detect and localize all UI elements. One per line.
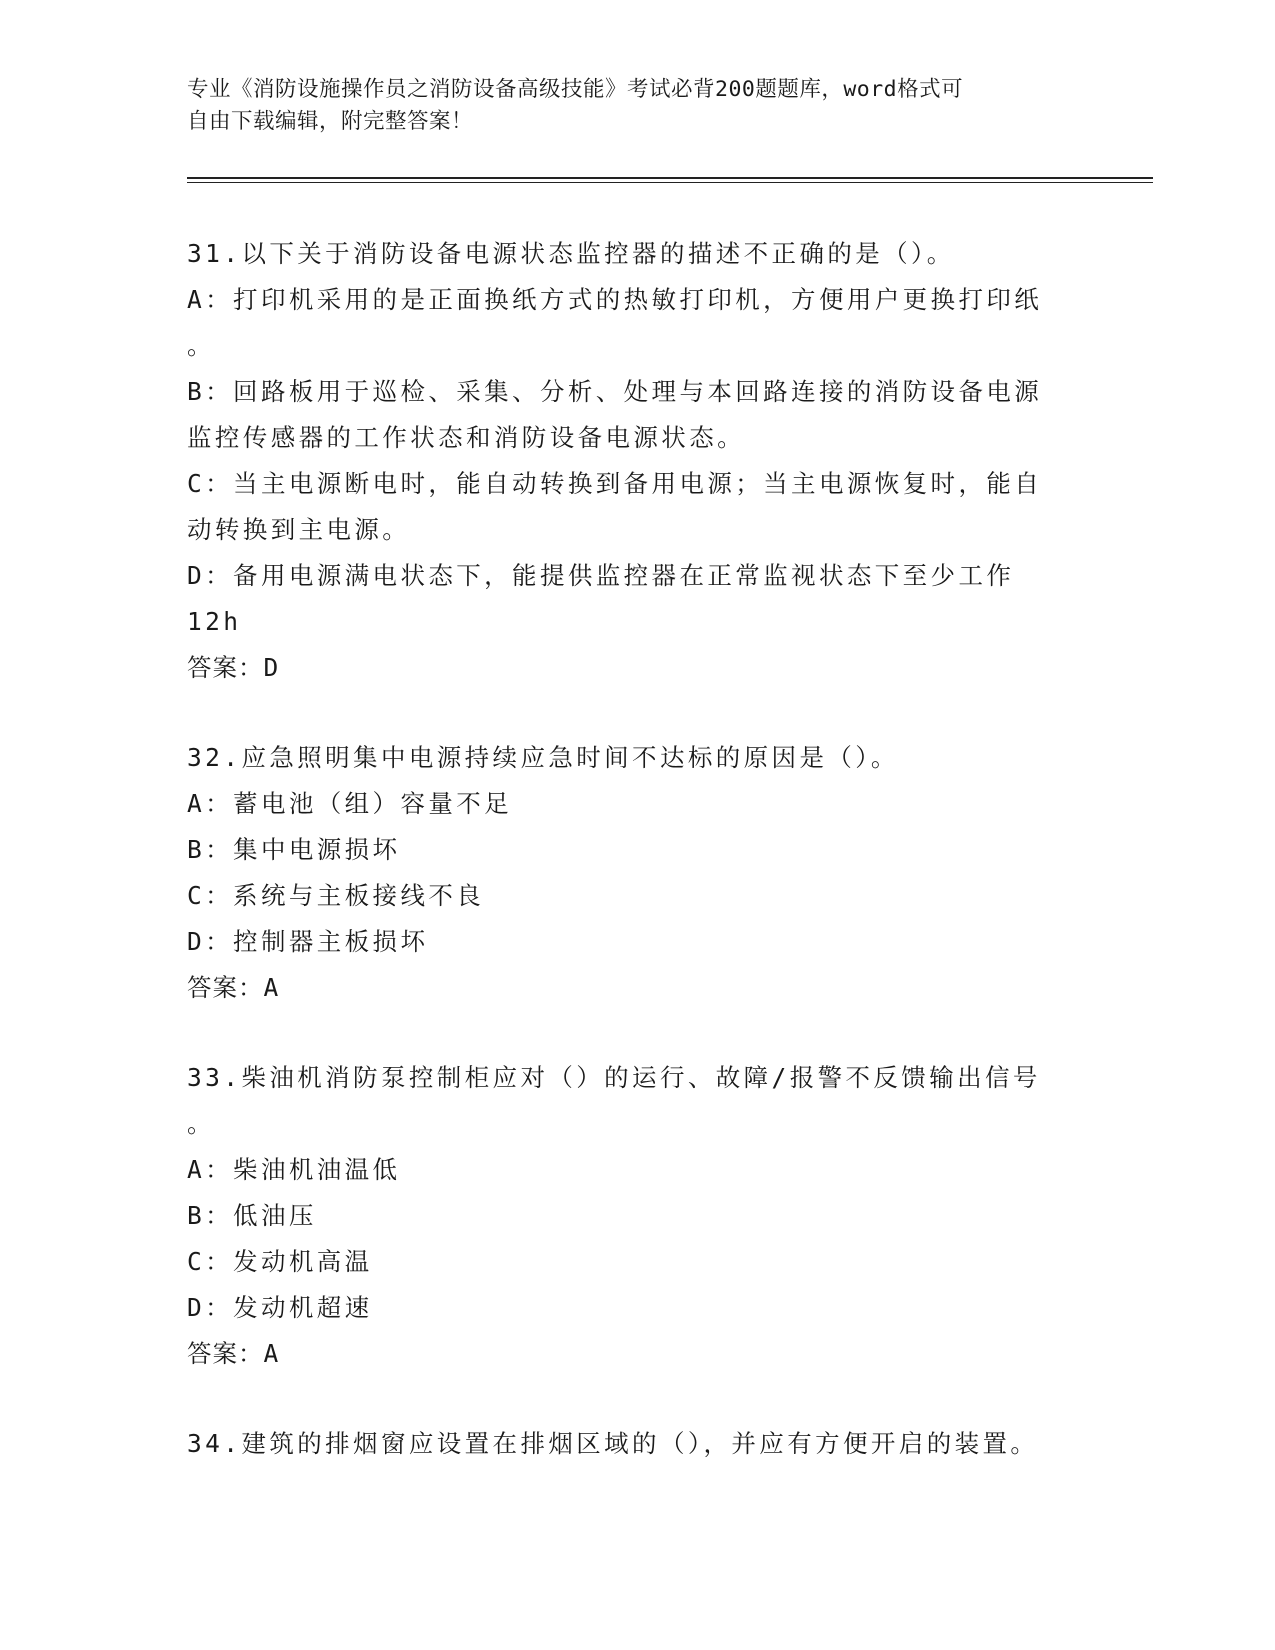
- header-line-1: 专业《消防设施操作员之消防设备高级技能》考试必背200题题库，word格式可: [187, 77, 964, 102]
- document-header: [187, 74, 1067, 138]
- option-d: D：备用电源满电状态下，能提供监控器在正常监视状态下至少工作: [187, 561, 1015, 590]
- option-a: A：蓄电池（组）容量不足: [187, 789, 513, 818]
- answer: 答案：A: [187, 973, 280, 1002]
- answer: 答案：A: [187, 1339, 280, 1368]
- option-a: A：柴油机油温低: [187, 1155, 401, 1184]
- question-stem: 32.应急照明集中电源持续应急时间不达标的原因是（）。: [187, 743, 899, 772]
- answer: 答案：D: [187, 653, 280, 682]
- option-c: C：系统与主板接线不良: [187, 881, 485, 910]
- header-line-2: 自由下载编辑，附完整答案！: [187, 109, 474, 134]
- option-c: C：发动机高温: [187, 1247, 373, 1276]
- question-34: [187, 1421, 1087, 1467]
- header-divider-thin: [187, 182, 1153, 183]
- question-31: [187, 231, 1087, 691]
- option-b-continued: 监控传感器的工作状态和消防设备电源状态。: [187, 423, 745, 452]
- option-d: D：发动机超速: [187, 1293, 373, 1322]
- question-33: [187, 1055, 1087, 1377]
- question-stem: 33.柴油机消防泵控制柜应对（）的运行、故障/报警不反馈输出信号: [187, 1063, 1041, 1092]
- option-b: B：回路板用于巡检、采集、分析、处理与本回路连接的消防设备电源: [187, 377, 1043, 406]
- option-c: C：当主电源断电时，能自动转换到备用电源；当主电源恢复时，能自: [187, 469, 1043, 498]
- spacer: [187, 1011, 1087, 1055]
- question-stem: 34.建筑的排烟窗应设置在排烟区域的（），并应有方便开启的装置。: [187, 1429, 1039, 1458]
- question-list: [187, 231, 1087, 1467]
- spacer: [187, 691, 1087, 735]
- option-a-continued: 。: [187, 331, 215, 360]
- option-d-continued: 12h: [187, 607, 242, 636]
- option-b: B：集中电源损坏: [187, 835, 401, 864]
- option-b: B：低油压: [187, 1201, 317, 1230]
- option-d: D：控制器主板损坏: [187, 927, 429, 956]
- header-divider-thick: [187, 177, 1153, 179]
- question-32: [187, 735, 1087, 1011]
- question-stem-continued: 。: [187, 1109, 215, 1138]
- spacer: [187, 1377, 1087, 1421]
- option-a: A：打印机采用的是正面换纸方式的热敏打印机，方便用户更换打印纸: [187, 285, 1043, 314]
- option-c-continued: 动转换到主电源。: [187, 515, 411, 544]
- question-stem: 31.以下关于消防设备电源状态监控器的描述不正确的是（）。: [187, 239, 955, 268]
